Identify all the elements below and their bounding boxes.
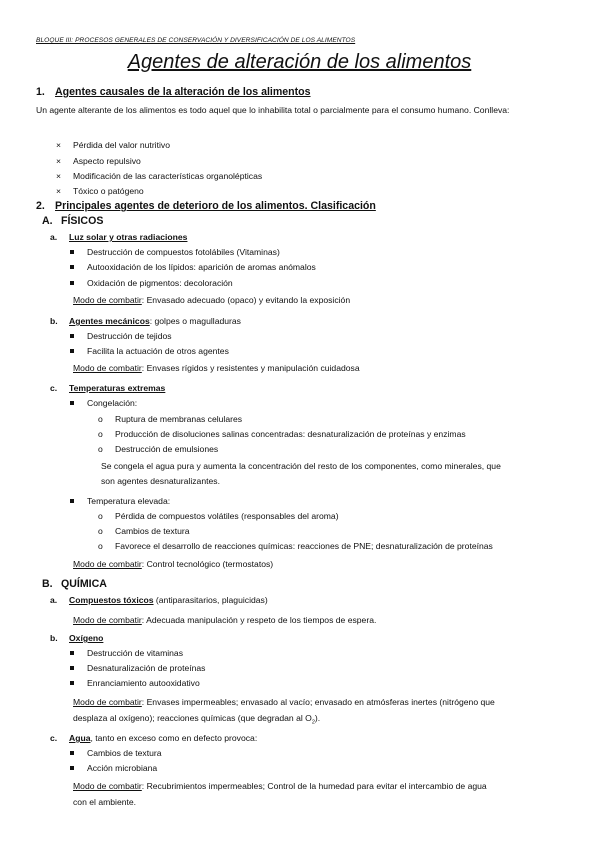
sub-list-item: o Cambios de textura <box>98 526 190 536</box>
list-item: Autooxidación de los lípidos: aparición de aromas anómalos <box>70 262 316 272</box>
list-item: × Modificación de las características organolépticas <box>56 171 263 181</box>
list-item: Desnaturalización de proteínas <box>70 663 205 673</box>
sub-list-item: o Ruptura de membranas celulares <box>98 414 243 424</box>
note-line: Se congela el agua pura y aumenta la concentración del resto de los componentes, como minerales, que <box>101 461 501 471</box>
combat-note: Modo de combatir: Adecuada manipulación y respeto de los tiempos de espera. <box>73 615 377 625</box>
item-c-heading: c. Temperaturas extremas <box>50 383 166 393</box>
list-item: Cambios de textura <box>70 748 162 758</box>
list-item: × Aspecto repulsivo <box>56 156 141 166</box>
list-item: Destrucción de compuestos fotolábiles (Vitaminas) <box>70 247 280 257</box>
list-item: × Tóxico o patógeno <box>56 186 144 196</box>
running-header: BLOQUE III: PROCESOS GENERALES DE CONSERVACIÓN Y DIVERSIFICACIÓN DE LOS ALIMENTOS <box>36 37 356 44</box>
list-item: Congelación: <box>70 398 137 408</box>
item-b-heading: b. Agentes mecánicos: golpes o magulladuras <box>50 316 241 326</box>
list-item: Enranciamiento autooxidativo <box>70 678 200 688</box>
item-a-heading: a. Luz solar y otras radiaciones <box>50 232 188 242</box>
combat-note: Modo de combatir: Control tecnológico (termostatos) <box>73 559 274 569</box>
item-c-heading: c. Agua, tanto en exceso como en defecto provoca: <box>50 733 258 743</box>
combat-note-cont: desplaza al oxígeno); reacciones químicas (que degradan al $O_2$). <box>73 713 321 726</box>
section-1-heading: 1. Agentes causales de la alteración de los alimentos <box>36 86 311 98</box>
note-line: son agentes desnaturalizantes. <box>101 476 220 486</box>
list-item: Destrucción de vitaminas <box>70 648 183 658</box>
sub-list-item: o Favorece el desarrollo de reacciones químicas: reacciones de PNE; desnaturalización de proteínas <box>98 541 493 551</box>
subsection-B-heading: B. QUÍMICA <box>42 578 107 590</box>
combat-note: Modo de combatir: Envases rígidos y resistentes y manipulación cuidadosa <box>73 363 360 373</box>
list-item: Temperatura elevada: <box>70 496 170 506</box>
combat-note: Modo de combatir: Envases impermeables; envasado al vacío; envasado en atmósferas inertes (nitrógeno que <box>73 697 495 707</box>
list-item: Facilita la actuación de otros agentes <box>70 346 229 356</box>
section-2-heading: 2. Principales agentes de deterioro de los alimentos. Clasificación <box>36 200 376 212</box>
combat-note: Modo de combatir: Envasado adecuado (opaco) y evitando la exposición <box>73 295 351 305</box>
sub-list-item: o Pérdida de compuestos volátiles (responsables del aroma) <box>98 511 339 521</box>
list-item: Acción microbiana <box>70 763 157 773</box>
list-item: Oxidación de pigmentos: decoloración <box>70 278 233 288</box>
sub-list-item: o Destrucción de emulsiones <box>98 444 219 454</box>
subsection-A-heading: A. FÍSICOS <box>42 215 104 227</box>
list-item: Destrucción de tejidos <box>70 331 172 341</box>
item-b-heading: b. Oxígeno <box>50 633 104 643</box>
list-item: × Pérdida del valor nutritivo <box>56 140 170 150</box>
sub-list-item: o Producción de disoluciones salinas concentradas: desnaturalización de proteínas y enzimas <box>98 429 466 439</box>
item-a-heading: a. Compuestos tóxicos (antiparasitarios, plaguicidas) <box>50 595 268 605</box>
combat-note-cont: con el ambiente. <box>73 797 137 807</box>
combat-note: Modo de combatir: Recubrimientos impermeables; Control de la humedad para evitar el intercambio de agua <box>73 781 487 791</box>
page-title: Agentes de alteración de los alimentos <box>127 51 472 73</box>
section-1-intro: Un agente alterante de los alimentos es todo aquel que lo inhabilita total o parcialmente para el consumo humano. Conlleva: <box>36 105 510 115</box>
